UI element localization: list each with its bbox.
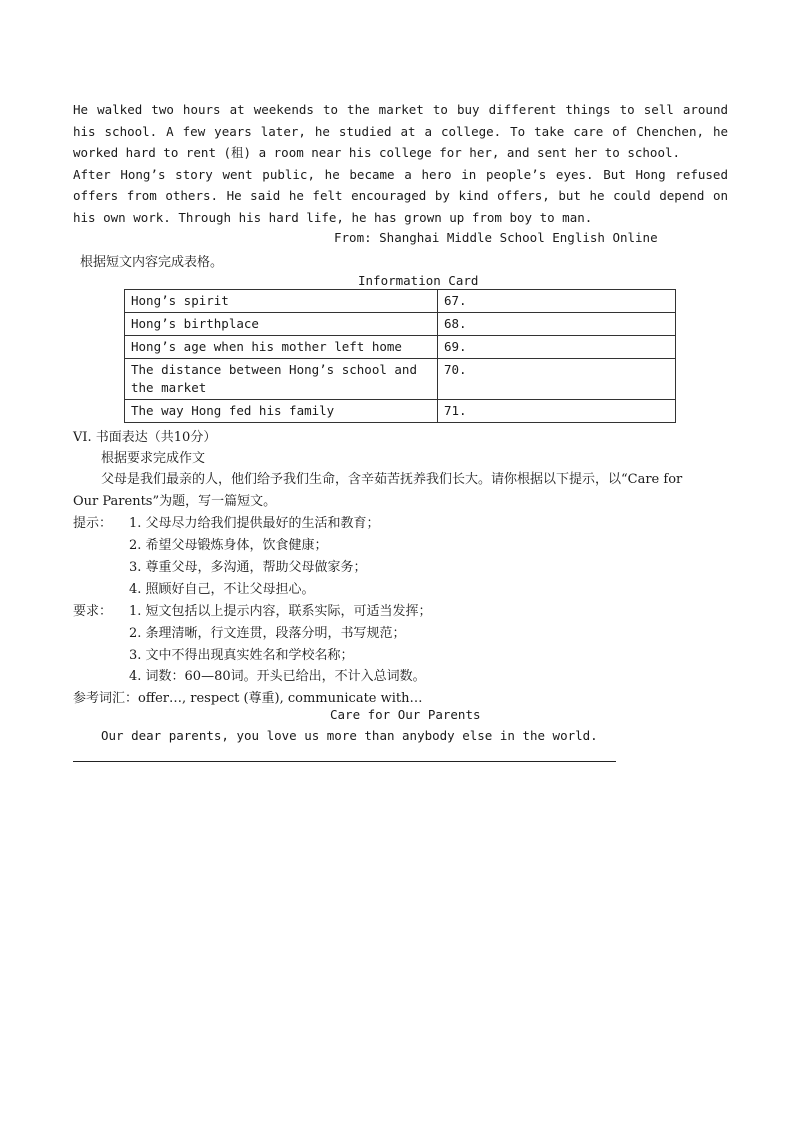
table-row bbox=[125, 313, 676, 336]
essay-title: Care for Our Parents bbox=[330, 707, 481, 722]
row-label: Hong’s age when his mother left home bbox=[125, 336, 438, 359]
hint-item: 2. 希望父母锻炼身体，饮食健康； bbox=[129, 538, 328, 553]
intro-line-2: Our Parents”为题，写一篇短文。 bbox=[73, 494, 277, 509]
row-label: The way Hong fed his family bbox=[125, 400, 438, 423]
row-label: Hong’s spirit bbox=[125, 290, 438, 313]
hints-label: 提示： bbox=[73, 516, 113, 531]
passage-source: From: Shanghai Middle School English Online bbox=[334, 230, 658, 245]
information-card-table bbox=[124, 289, 676, 423]
answer-blank: 69. bbox=[438, 336, 676, 359]
requirement-item: 3. 文中不得出现真实姓名和学校名称； bbox=[129, 648, 354, 663]
passage-paragraph-2: After Hong’s story went public, he became a hero in people’s eyes. But Hong refused offers from others. He said he felt encouraged by kind offers, but he could depend on his own work. Through his hard life, he has grown up from boy to man. bbox=[73, 166, 728, 225]
row-label: The distance between Hong’s school and the market bbox=[125, 359, 438, 400]
passage-paragraph-1: He walked two hours at weekends to the market to buy different things to sell around his school. A few years later, he studied at a college. To take care of Chenchen, he worked hard to rent (租) a room near his college for her, and sent her to school. bbox=[73, 102, 728, 160]
answer-blank: 68. bbox=[438, 313, 676, 336]
answer-blank: 70. bbox=[438, 359, 676, 400]
row-label: Hong’s birthplace bbox=[125, 313, 438, 336]
table-row bbox=[125, 400, 676, 423]
answer-blank: 67. bbox=[438, 290, 676, 313]
requirement-item: 2. 条理清晰，行文连贯，段落分明，书写规范； bbox=[129, 626, 406, 641]
answer-blank: 71. bbox=[438, 400, 676, 423]
essay-opening: Our dear parents, you love us more than anybody else in the world. bbox=[101, 728, 598, 743]
requirement-item: 4. 词数：60—80词。开头已给出，不计入总词数。 bbox=[129, 669, 426, 684]
requirement-item: 1. 短文包括以上提示内容，联系实际，可适当发挥； bbox=[129, 604, 432, 619]
hint-item: 3. 尊重父母，多沟通，帮助父母做家务； bbox=[129, 560, 367, 575]
table-row bbox=[125, 290, 676, 313]
reference-vocabulary: 参考词汇：offer…, respect (尊重), communicate with… bbox=[73, 691, 423, 706]
table-row bbox=[125, 359, 676, 400]
hint-item: 4. 照顾好自己，不让父母担心。 bbox=[129, 582, 315, 597]
writing-line bbox=[73, 761, 616, 762]
reading-passage bbox=[73, 99, 728, 228]
task-instruction: 根据短文内容完成表格。 bbox=[80, 255, 224, 270]
requirements-label: 要求： bbox=[73, 604, 113, 619]
hint-item: 1. 父母尽力给我们提供最好的生活和教育； bbox=[129, 516, 380, 531]
section-subtitle: 根据要求完成作文 bbox=[101, 451, 206, 466]
section-title: VI. 书面表达（共10分） bbox=[73, 430, 217, 445]
card-title: Information Card bbox=[358, 273, 479, 288]
intro-line-1: 父母是我们最亲的人，他们给予我们生命，含辛茹苦抚养我们长大。请你根据以下提示，以“Care for bbox=[101, 472, 683, 487]
table-row bbox=[125, 336, 676, 359]
